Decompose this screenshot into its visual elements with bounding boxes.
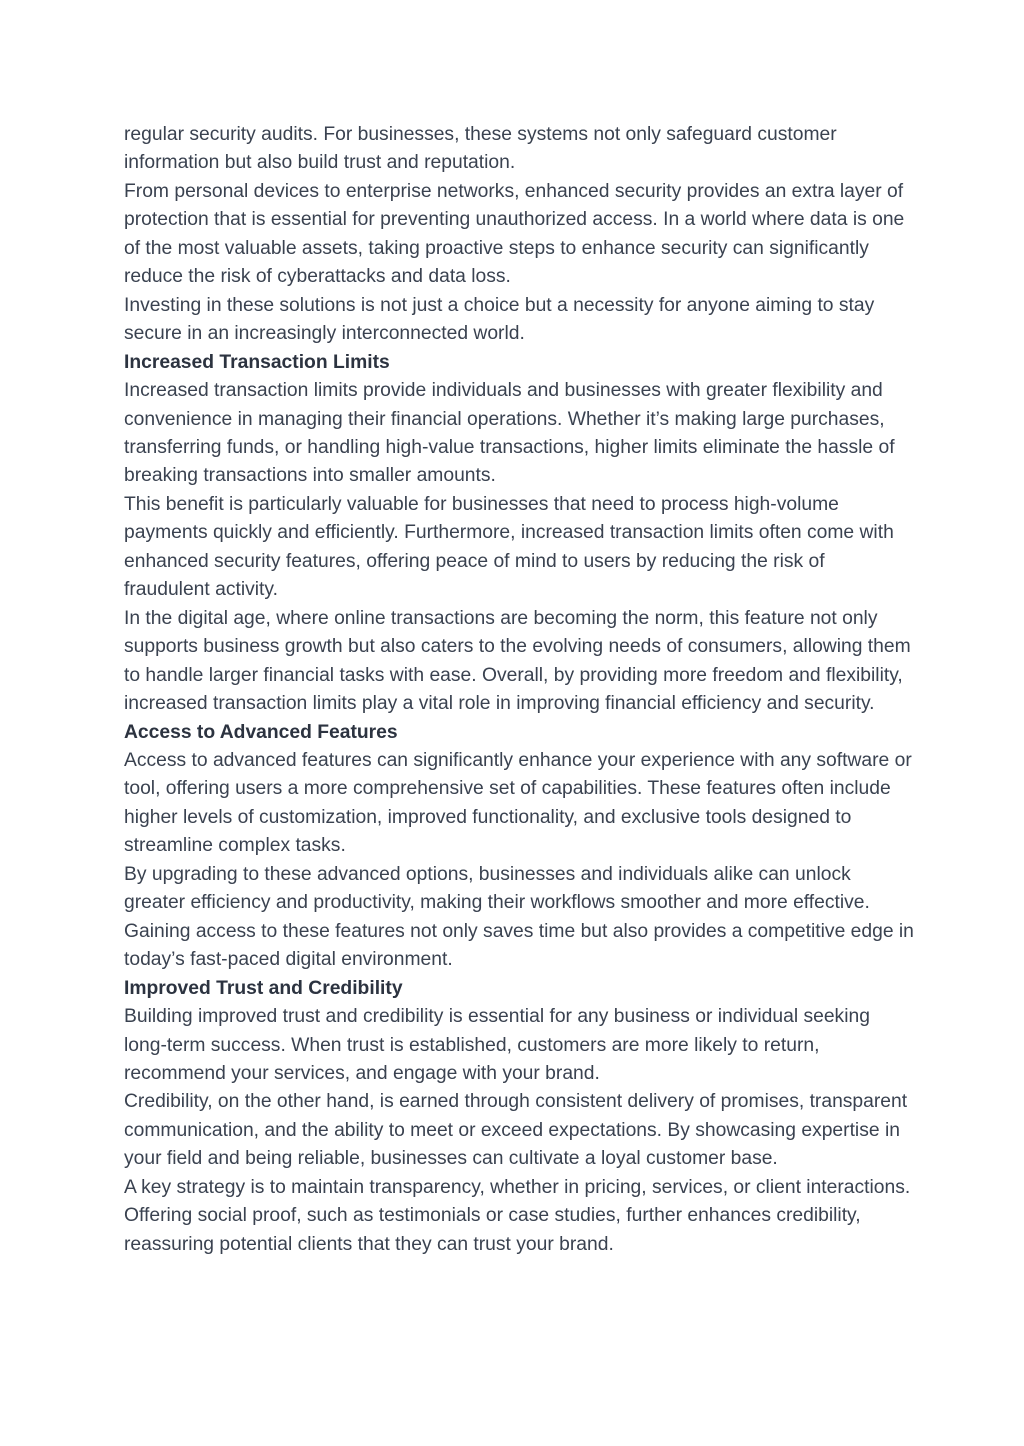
section-improved-trust-and-credibility (124, 975, 914, 1260)
section-paragraph: Increased transaction limits provide individuals and businesses with greater flexibility and convenience in managing their financial operations. Whether it’s making large purchases, transferring funds, or handling high-value transactions, higher limits eliminate the hassle of breaking transactions into smaller amounts. (124, 380, 895, 487)
section-paragraph: By upgrading to these advanced options, businesses and individuals alike can unlock greater efficiency and productivity, making their workflows smoother and more effective. Gaining access to these features not only saves time but also provides a competitive edge in today’s fast-paced digital environment. (124, 863, 914, 971)
document-page (124, 121, 914, 1259)
section-paragraph: In the digital age, where online transactions are becoming the norm, this feature not only supports business growth but also caters to the evolving needs of consumers, allowing them to handle larger financial tasks with ease. Overall, by providing more freedom and flexibility, increased transaction limits play a vital role in improving financial efficiency and security. (124, 607, 911, 715)
section-paragraph: Access to advanced features can significantly enhance your experience with any software or tool, offering users a more comprehensive set of capabilities. These features often include higher levels of customization, improved functionality, and exclusive tools designed to streamline complex tasks. (124, 749, 912, 857)
intro-paragraph: Investing in these solutions is not just a choice but a necessity for anyone aiming to stay secure in an increasingly interconnected world. (124, 294, 875, 345)
section-paragraph: Credibility, on the other hand, is earned through consistent delivery of promises, transparent communication, and the ability to meet or exceed expectations. By showcasing expertise in your field and being reliable, businesses can cultivate a loyal customer base. (124, 1091, 908, 1170)
intro-paragraph: From personal devices to enterprise networks, enhanced security provides an extra layer of protection that is essential for preventing unauthorized access. In a world where data is one of the most valuable assets, taking proactive steps to enhance security can significantly reduce the risk of cyberattacks and data loss. (124, 180, 905, 288)
section-paragraph: Building improved trust and credibility is essential for any business or individual seeking long-term success. When trust is established, customers are more likely to return, recommend your services, and engage with your brand. (124, 1006, 870, 1084)
section-increased-transaction-limits (124, 349, 914, 719)
intro-paragraph: regular security audits. For businesses, these systems not only safeguard customer information but also build trust and reputation. (124, 124, 837, 174)
section-heading: Improved Trust and Credibility (124, 977, 403, 999)
section-paragraph: This benefit is particularly valuable for businesses that need to process high-volume payments quickly and efficiently. Furthermore, increased transaction limits often come with enhanced security features, offering peace of mind to users by reducing the risk of fraudulent activity. (124, 493, 894, 601)
section-heading: Increased Transaction Limits (124, 351, 390, 373)
section-paragraph: A key strategy is to maintain transparency, whether in pricing, services, or client interactions. Offering social proof, such as testimonials or case studies, further enhances credibility, reassuring potential clients that they can trust your brand. (124, 1176, 911, 1255)
section-heading: Access to Advanced Features (124, 721, 398, 743)
section-access-to-advanced-features (124, 719, 914, 975)
